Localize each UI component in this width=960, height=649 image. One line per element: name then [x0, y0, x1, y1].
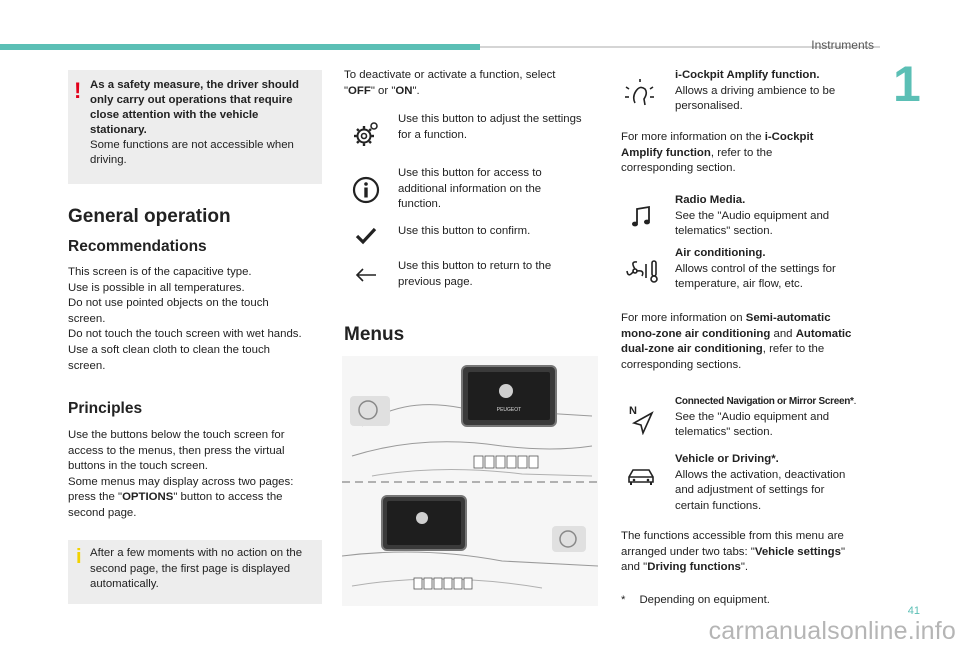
text-span: dual-zone air conditioning [621, 343, 763, 356]
text-span: Automatic [795, 327, 852, 340]
watermark: carmanualsonline.info [708, 617, 956, 645]
text-span: " [840, 545, 846, 558]
text-line: previous page. [398, 275, 473, 288]
text-span: and [770, 327, 796, 340]
check-icon [352, 224, 380, 248]
info-mark-icon: i [76, 546, 82, 568]
text-span: mono-zone air conditioning [621, 327, 771, 340]
text-line: personalised. [675, 100, 743, 113]
text-line: Allows control of the settings for [675, 262, 836, 275]
warning-title-line: only carry out operations that require [90, 94, 293, 106]
radio-media-description [675, 193, 875, 240]
text-line: Use this button to confirm. [398, 225, 531, 237]
button-description [398, 259, 608, 290]
navigation-icon [626, 402, 656, 436]
vehicle-icon [624, 464, 658, 490]
text-line: See the "Audio equipment and [675, 209, 830, 222]
general-operation-heading: General operation [68, 206, 231, 227]
i-cockpit-amplify-icon [622, 76, 658, 112]
off-keyword: OFF [348, 84, 371, 97]
text-span: " button to access the [173, 491, 283, 504]
text-line: After a few moments with no action on the [90, 547, 303, 559]
options-keyword: OPTIONS [122, 491, 174, 504]
settings-gear-icon [350, 118, 382, 150]
i-cockpit-reference [621, 130, 881, 177]
chapter-number: 1 [893, 56, 921, 112]
text-line: second page, the first page is displayed [90, 562, 291, 575]
text-line: screen. [68, 359, 106, 372]
footnote [621, 593, 881, 609]
text-line: access to the menus, then press the virtual [68, 444, 285, 457]
i-cockpit-description [675, 68, 875, 115]
vehicle-title: Vehicle or Driving*. [675, 453, 779, 465]
info-icon [350, 174, 382, 206]
text-line: To deactivate or activate a function, select [344, 69, 556, 81]
text-span: . [853, 396, 857, 407]
text-line: Do not touch the touch screen with wet hands. [68, 328, 302, 341]
menus-heading: Menus [344, 324, 405, 345]
text-line: corresponding sections. [621, 358, 742, 371]
page-number: 41 [907, 605, 920, 617]
text-line: and adjustment of settings for [675, 484, 825, 497]
principles-text [68, 428, 328, 522]
footnote-text: Depending on equipment. [639, 594, 770, 606]
text-line [68, 490, 328, 506]
air-conditioning-title: Air conditioning. [675, 247, 766, 259]
text-line: for a function. [398, 128, 468, 141]
back-arrow-icon [352, 263, 380, 287]
text-line [621, 545, 891, 561]
warning-body-line: Some functions are not accessible when [90, 139, 294, 151]
text-line: Use this button for access to [398, 167, 542, 179]
principles-heading: Principles [68, 400, 143, 417]
text-line: Do not use pointed objects on the touch [68, 297, 269, 310]
text-line: Use the buttons below the touch screen for [68, 429, 285, 441]
music-note-icon [626, 202, 656, 232]
air-conditioning-description [675, 246, 875, 293]
i-cockpit-title: i-Cockpit Amplify function. [675, 69, 820, 81]
navigation-title [675, 394, 885, 410]
text-line: Allows the activation, deactivation [675, 468, 846, 481]
text-span: press the " [68, 491, 123, 504]
button-description [398, 166, 608, 213]
text-span: arranged under two tabs: " [621, 545, 755, 558]
text-line: This screen is of the capacitive type. [68, 266, 252, 278]
text-line: Use a soft clean cloth to clean the touch [68, 343, 270, 356]
text-span: Amplify function [621, 146, 711, 159]
text-span: ". [740, 561, 749, 574]
svg-text:N: N [629, 405, 637, 417]
header-accent-bar [0, 44, 480, 50]
warning-box [68, 70, 322, 184]
text-line: Allows a driving ambience to be [675, 84, 836, 97]
recommendations-heading: Recommendations [68, 238, 207, 255]
text-line [621, 327, 891, 343]
on-keyword: ON [395, 84, 413, 97]
text-span: " [344, 84, 349, 97]
button-description [398, 224, 608, 240]
text-line: corresponding section. [621, 162, 736, 175]
air-conditioning-reference [621, 311, 891, 373]
warning-icon: ! [74, 78, 82, 103]
text-line: temperature, air flow, etc. [675, 278, 803, 291]
navigation-description [675, 394, 885, 441]
text-span: and " [621, 561, 648, 574]
toggle-intro [344, 68, 604, 99]
dashboard-illustration [342, 356, 598, 606]
warning-title-line: As a safety measure, the driver should [90, 79, 299, 91]
text-line: buttons in the touch screen. [68, 460, 208, 473]
text-span: For more information on [621, 312, 746, 324]
text-line: The functions accessible from this menu are [621, 530, 844, 542]
text-span: i-Cockpit [764, 131, 814, 143]
text-span: Connected Navigation or Mirror Screen* [675, 396, 854, 407]
section-title: Instruments [811, 38, 874, 52]
text-line [621, 146, 881, 162]
text-span: " or " [370, 84, 396, 97]
text-line [621, 311, 891, 327]
text-line [621, 560, 891, 576]
text-line: See the "Audio equipment and [675, 410, 830, 423]
info-box [68, 540, 322, 604]
text-line [621, 342, 891, 358]
text-span: Vehicle settings [754, 545, 841, 558]
air-conditioning-icon [624, 256, 660, 286]
text-line: automatically. [90, 578, 159, 590]
text-line: additional information on the [398, 182, 542, 195]
text-span: Driving functions [647, 561, 741, 574]
text-line: Use this button to return to the [398, 260, 552, 272]
text-line: Use this button to adjust the settings [398, 113, 582, 125]
text-line: second page. [68, 506, 137, 519]
text-span: For more information on the [621, 131, 765, 143]
text-line: Use is possible in all temperatures. [68, 281, 245, 294]
text-span: , refer to the [710, 146, 773, 159]
menu-tabs-text [621, 529, 891, 576]
text-span: Semi-automatic [745, 312, 831, 324]
screen-brand-label: PEUGEOT [496, 407, 522, 413]
warning-title-line: stationary. [90, 124, 147, 136]
text-line: Some menus may display across two pages: [68, 475, 294, 488]
text-line [621, 130, 881, 146]
radio-media-title: Radio Media. [675, 194, 746, 206]
text-span: ". [412, 84, 420, 97]
recommendations-text [68, 265, 328, 374]
text-line: certain functions. [675, 499, 762, 512]
footnote-mark: * [621, 594, 626, 606]
text-line: function. [398, 198, 442, 211]
text-line: telematics" section. [675, 426, 773, 439]
vehicle-description [675, 452, 875, 514]
warning-body-line: driving. [90, 154, 127, 166]
text-span: , refer to the [762, 343, 825, 356]
text-line [344, 84, 604, 100]
text-line: screen. [68, 312, 106, 325]
warning-title-line: close attention with the vehicle [90, 109, 259, 121]
button-description [398, 112, 608, 143]
text-line: telematics" section. [675, 225, 773, 238]
